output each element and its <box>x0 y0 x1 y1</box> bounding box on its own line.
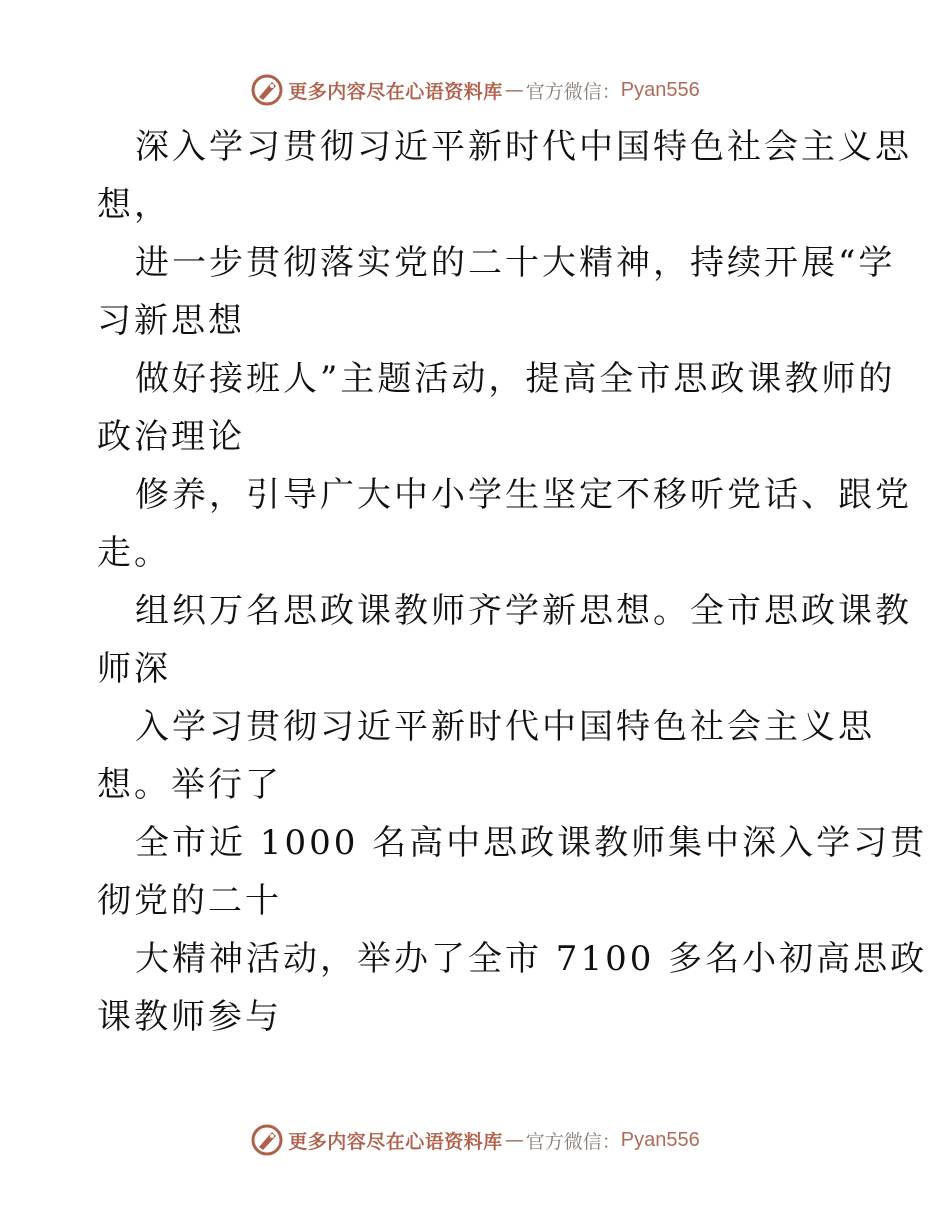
header-banner <box>0 70 950 110</box>
body-text-line: 修养，引导广大中小学生坚定不移听党话、跟党 <box>135 475 912 515</box>
pen-nib-logo-icon <box>250 1123 284 1157</box>
body-text-line: 进一步贯彻落实党的二十大精神，持续开展“学 <box>135 243 896 283</box>
body-text-line: 课教师参与 <box>97 997 282 1037</box>
body-text-line: 组织万名思政课教师齐学新思想。全市思政课教 <box>135 591 912 631</box>
body-text-line: 做好接班人”主题活动，提高全市思政课教师的 <box>135 359 896 399</box>
header-wechat-label: 官方微信： <box>525 80 621 103</box>
body-text-line: 想， <box>97 185 171 225</box>
header-banner-text: 更多内容尽在心语资料库 <box>288 80 503 103</box>
body-text-line: 走。 <box>97 533 171 573</box>
footer-wechat-label: 官方微信： <box>525 1130 621 1153</box>
body-text-line: 深入学习贯彻习近平新时代中国特色社会主义思 <box>135 127 912 167</box>
header-wechat-id: Pyan556 <box>620 78 700 101</box>
body-text-line: 想。举行了 <box>97 765 282 805</box>
body-text-line: 彻党的二十 <box>97 881 282 921</box>
body-text-line: 大精神活动，举办了全市 7100 多名小初高思政 <box>135 939 928 979</box>
footer-banner <box>0 1120 950 1160</box>
header-dash: — <box>504 79 524 101</box>
body-text-line: 师深 <box>97 649 171 689</box>
body-text-line: 全市近 1000 名高中思政课教师集中深入学习贯 <box>135 823 928 863</box>
document-body <box>97 118 928 1046</box>
footer-banner-text: 更多内容尽在心语资料库 <box>288 1130 503 1153</box>
body-text-line: 入学习贯彻习近平新时代中国特色社会主义思 <box>135 707 875 747</box>
pen-nib-logo-icon <box>250 73 284 107</box>
footer-dash: — <box>504 1129 524 1151</box>
footer-wechat-id: Pyan556 <box>620 1128 700 1151</box>
body-text-line: 习新思想 <box>97 301 245 341</box>
body-text-line: 政治理论 <box>97 417 245 457</box>
